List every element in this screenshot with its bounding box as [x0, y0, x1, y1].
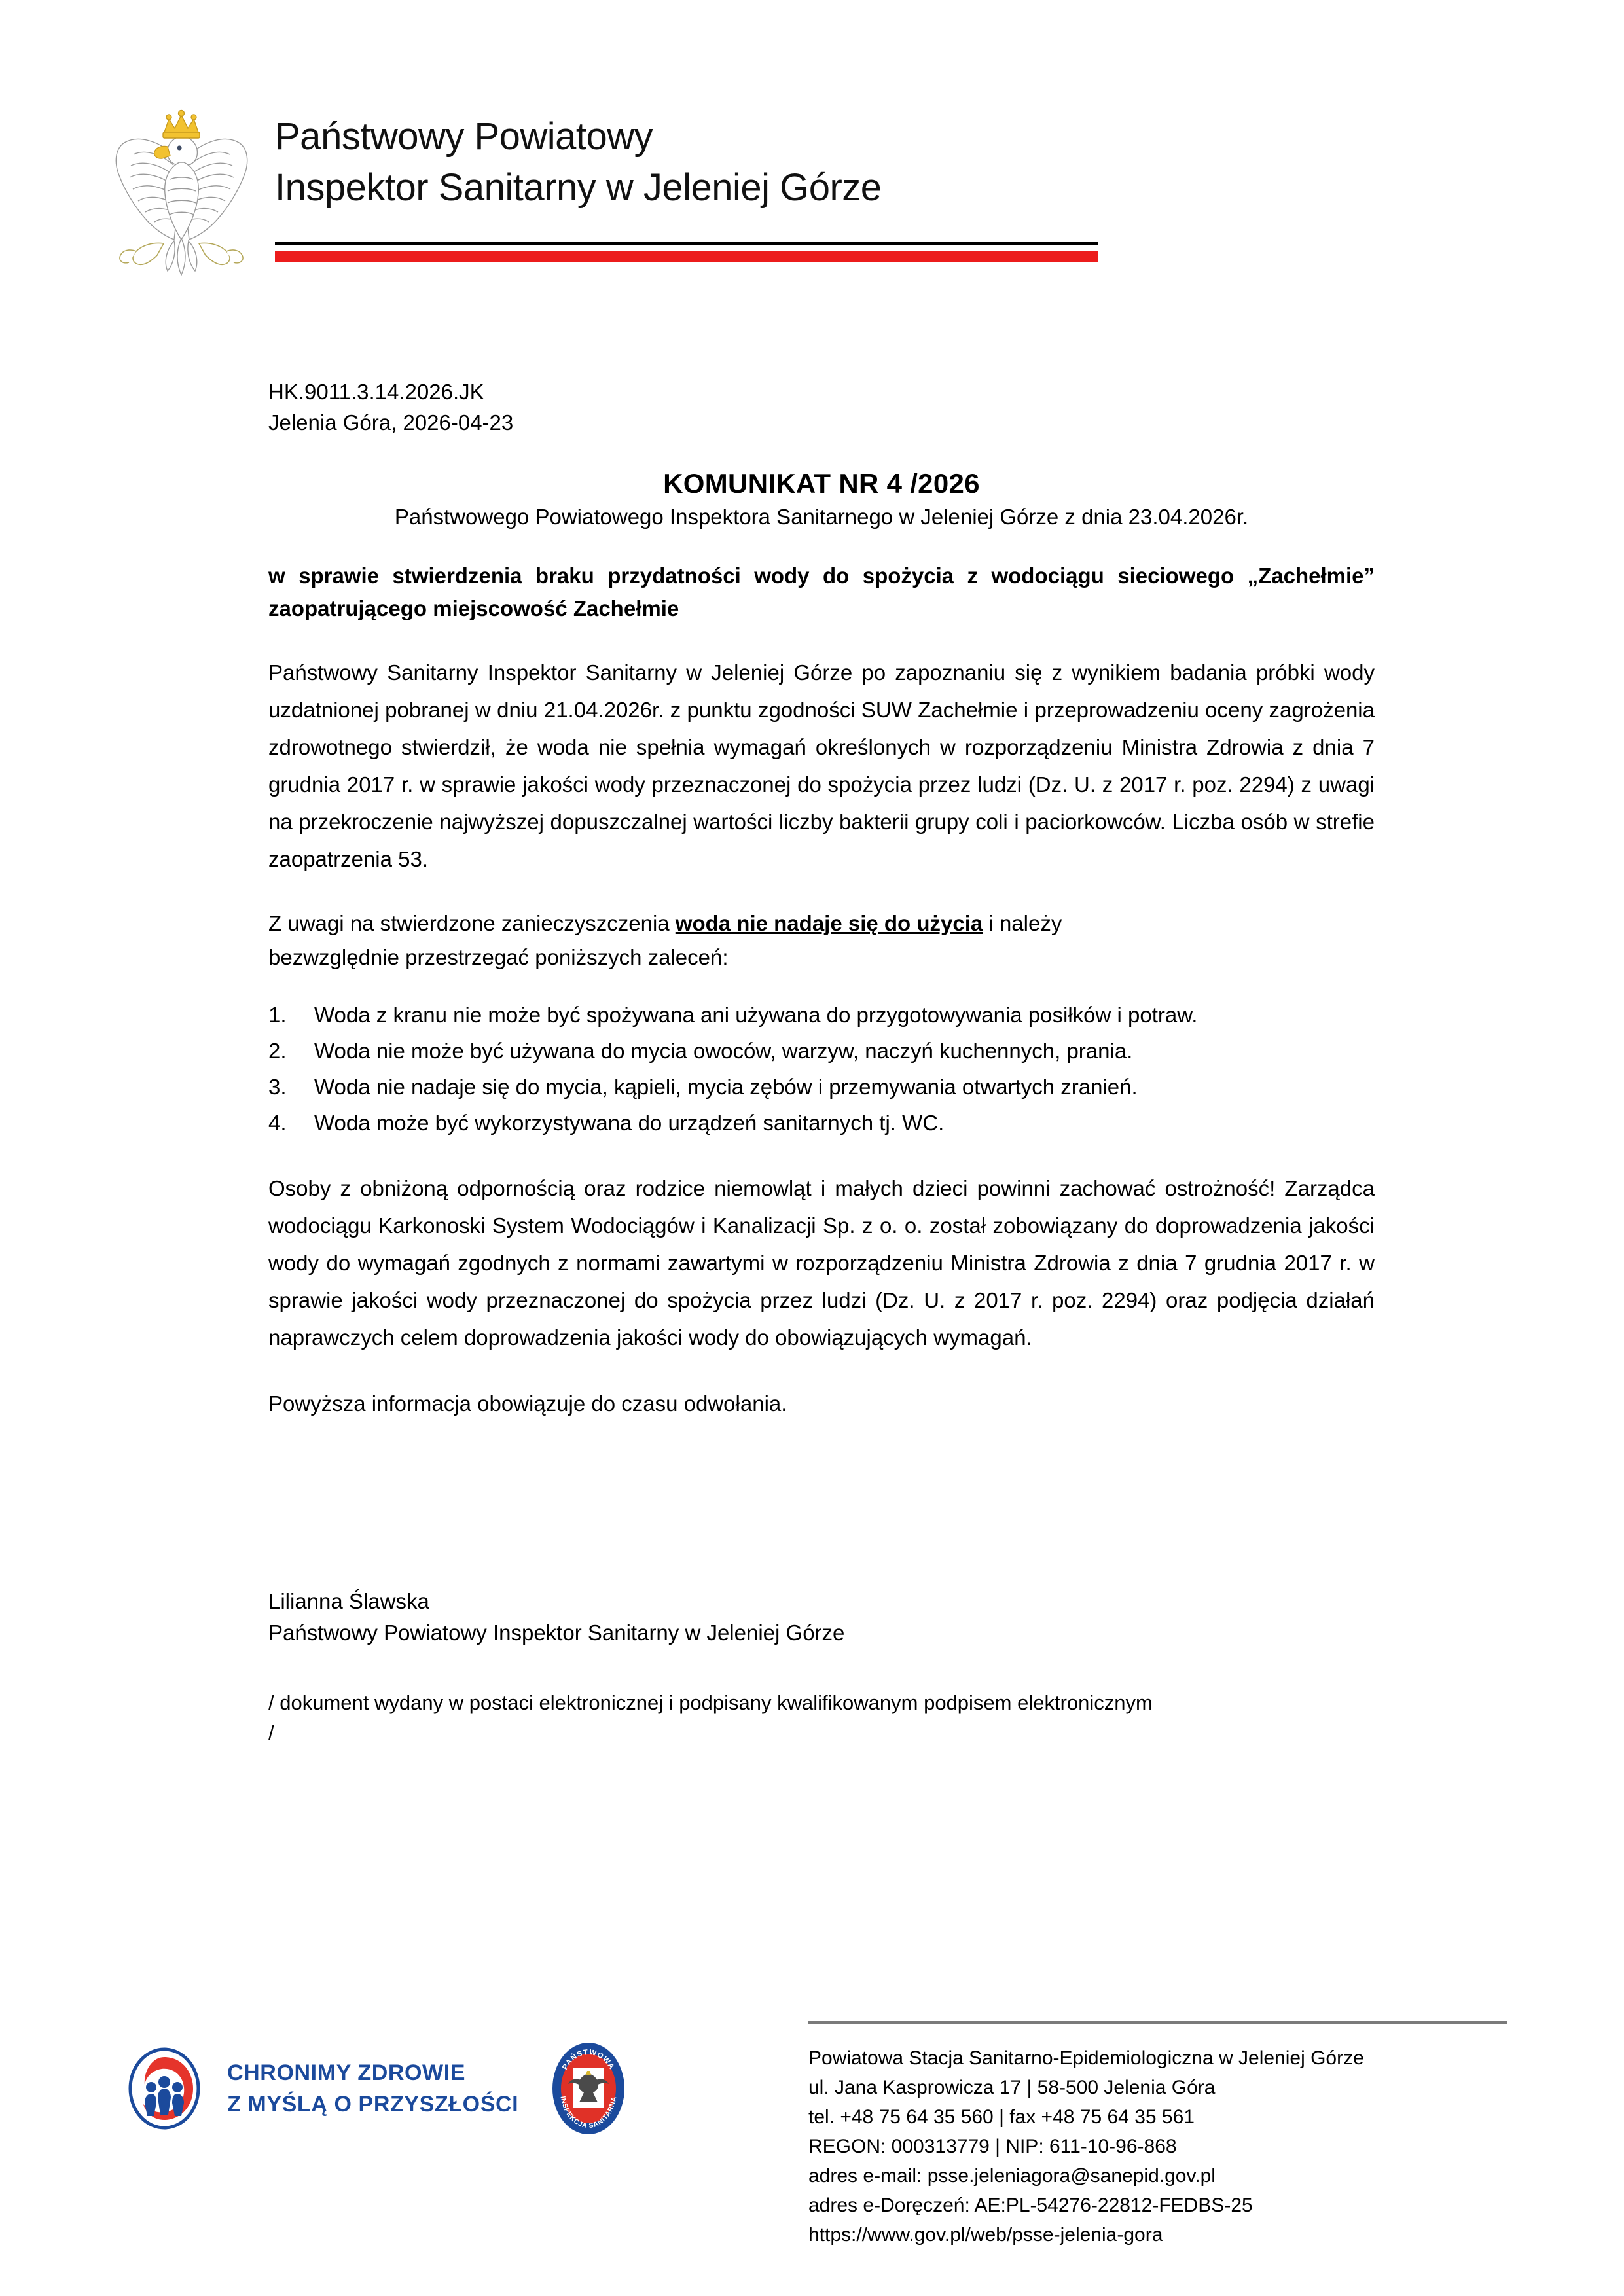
list-item-number: 1. — [268, 1003, 287, 1027]
list-item-text: Woda z kranu nie może być spożywana ani używana do przygotowywania posiłków i potraw. — [314, 1003, 1198, 1027]
subject-line-1: w sprawie stwierdzenia braku przydatności wody do spożycia z wodociągu sieciowego — [268, 564, 1235, 588]
chronimy-zdrowie-logo-icon — [128, 2047, 201, 2130]
list-item-text: Woda może być wykorzystywana do urządzeń sanitarnych tj. WC. — [314, 1111, 945, 1135]
footer-contact-line: tel. +48 75 64 35 560 | fax +48 75 64 35 561 — [808, 2106, 1195, 2128]
signatory-name: Lilianna Ślawska — [268, 1589, 429, 1613]
header-rule-black — [275, 242, 1098, 245]
footer-divider — [808, 2021, 1507, 2024]
header-rule-red — [275, 251, 1098, 262]
list-item-text: Woda nie może być używana do mycia owoców, warzyw, naczyń kuchennych, prania. — [314, 1039, 1133, 1063]
footer-slogan-line-1: CHRONIMY ZDROWIE — [227, 2060, 466, 2085]
paragraph-findings: Państwowy Sanitarny Inspektor Sanitarny w Jeleniej Górze po zapoznaniu się z wynikiem badania próbki wody uzdatnionej pobranej w dniu 21.04.2026r. z punktu zgodności SUW Zachełmie i przeprowadzeniu oceny zagrożenia zdrowotnego stwierdził, że woda nie spełnia wymagań określonych w rozporządzeniu Ministra Zdrowia z dnia 7 grudnia 2017 r. w sprawie jakości wody przeznaczonej do spożycia przez ludzi (Dz. U. z 2017 r. poz. 2294) z uwagi na przekroczenie najwyższej dopuszczalnej wartości liczby bakterii grupy coli i paciorkowców. Liczba osób w strefie zaopatrzenia 53. — [268, 660, 1375, 871]
letterhead-line-2: Inspektor Sanitarny w Jeleniej Górze — [275, 166, 882, 209]
signature-block — [268, 1586, 1375, 1649]
warning-suffix: i należy — [983, 911, 1062, 935]
panstwowa-inspekcja-sanitarna-seal-icon — [550, 2042, 627, 2135]
list-item — [268, 997, 1375, 1033]
footer-slogan — [227, 2057, 518, 2120]
footer-contact-email: adres e-mail: psse.jeleniagora@sanepid.gov.pl — [808, 2165, 1216, 2187]
list-item — [268, 1069, 1375, 1105]
letterhead-title — [275, 111, 1028, 213]
letterhead-line-1: Państwowy Powiatowy — [275, 115, 653, 158]
warning-emphasis: woda nie nadaje się do użycia — [675, 911, 983, 935]
letterhead — [111, 97, 1028, 287]
page-subtitle: Państwowego Powiatowego Inspektora Sanitarnego w Jeleniej Górze z dnia 23.04.2026r. — [394, 505, 1249, 529]
list-item — [268, 1033, 1375, 1069]
reference-block — [268, 376, 1375, 438]
seal-text-top: PAŃSTWOWA — [561, 2048, 616, 2072]
seal-text-bottom: INSPEKCJA SANITARNA — [558, 2095, 619, 2130]
footer-slogan-line-2: Z MYŚLĄ O PRZYSZŁOŚCI — [227, 2092, 519, 2117]
warning-line-2: bezwzględnie przestrzegać poniższych zaleceń: — [268, 945, 729, 969]
footer-contact-line: Powiatowa Stacja Sanitarno-Epidemiologiczna w Jeleniej Górze — [808, 2047, 1364, 2069]
polish-eagle-emblem — [111, 97, 252, 283]
subject-line-2: „Zachełmie” zaopatrującego miejscowość Zachełmie — [268, 564, 1375, 620]
list-item-number: 4. — [268, 1111, 287, 1135]
subject-block — [268, 560, 1375, 625]
edoc-line-1: / dokument wydany w postaci elektronicznej i podpisany kwalifikowanym podpisem elektronicznym — [268, 1691, 1153, 1714]
footer-contact-edelivery: adres e-Doręczeń: AE:PL-54276-22812-FEDBS-25 — [808, 2195, 1253, 2216]
page-footer — [0, 2009, 1624, 2284]
footer-contact-block — [808, 2021, 1528, 2250]
list-item-number: 2. — [268, 1039, 287, 1063]
footer-contact-website: https://www.gov.pl/web/psse-jelenia-gora — [808, 2224, 1163, 2246]
electronic-signature-note — [268, 1688, 1375, 1748]
page-title: KOMUNIKAT NR 4 /2026 — [663, 468, 980, 499]
footer-contact-line: ul. Jana Kasprowicza 17 | 58-500 Jelenia Góra — [808, 2077, 1216, 2098]
recommendations-list — [268, 997, 1375, 1141]
document-content — [268, 376, 1375, 1748]
list-item-text: Woda nie nadaje się do mycia, kąpieli, mycia zębów i przemywania otwartych zranień. — [314, 1075, 1138, 1099]
place-and-date: Jelenia Góra, 2026-04-23 — [268, 410, 514, 435]
paragraph-warning — [268, 906, 1375, 975]
list-item — [268, 1105, 1375, 1141]
edoc-line-2: / — [268, 1721, 274, 1744]
signatory-position: Państwowy Powiatowy Inspektor Sanitarny w Jeleniej Górze — [268, 1621, 845, 1645]
paragraph-validity: Powyższa informacja obowiązuje do czasu odwołania. — [268, 1391, 787, 1416]
case-number: HK.9011.3.14.2026.JK — [268, 380, 484, 404]
footer-contact-line: REGON: 000313779 | NIP: 611-10-96-868 — [808, 2136, 1177, 2157]
list-item-number: 3. — [268, 1075, 287, 1099]
warning-prefix: Z uwagi na stwierdzone zanieczyszczenia — [268, 911, 676, 935]
footer-logos — [128, 2042, 627, 2135]
paragraph-operator-duties: Osoby z obniżoną odpornością oraz rodzice niemowląt i małych dzieci powinni zachować ostrożność! Zarządca wodociągu Karkonoski System Wodociągów i Kanalizacji Sp. z o. o. został zobowiązany do doprowadzenia jakości wody do wymagań zgodnych z normami zawartymi w rozporządzeniu Ministra Zdrowia z dnia 7 grudnia 2017 r. w sprawie jakości wody przeznaczonej do spożycia przez ludzi (Dz. U. z 2017 r. poz. 2294) oraz podjęcia działań naprawczych celem doprowadzenia jakości wody do obowiązujących wymagań. — [268, 1176, 1375, 1350]
header-rule — [275, 242, 1098, 262]
